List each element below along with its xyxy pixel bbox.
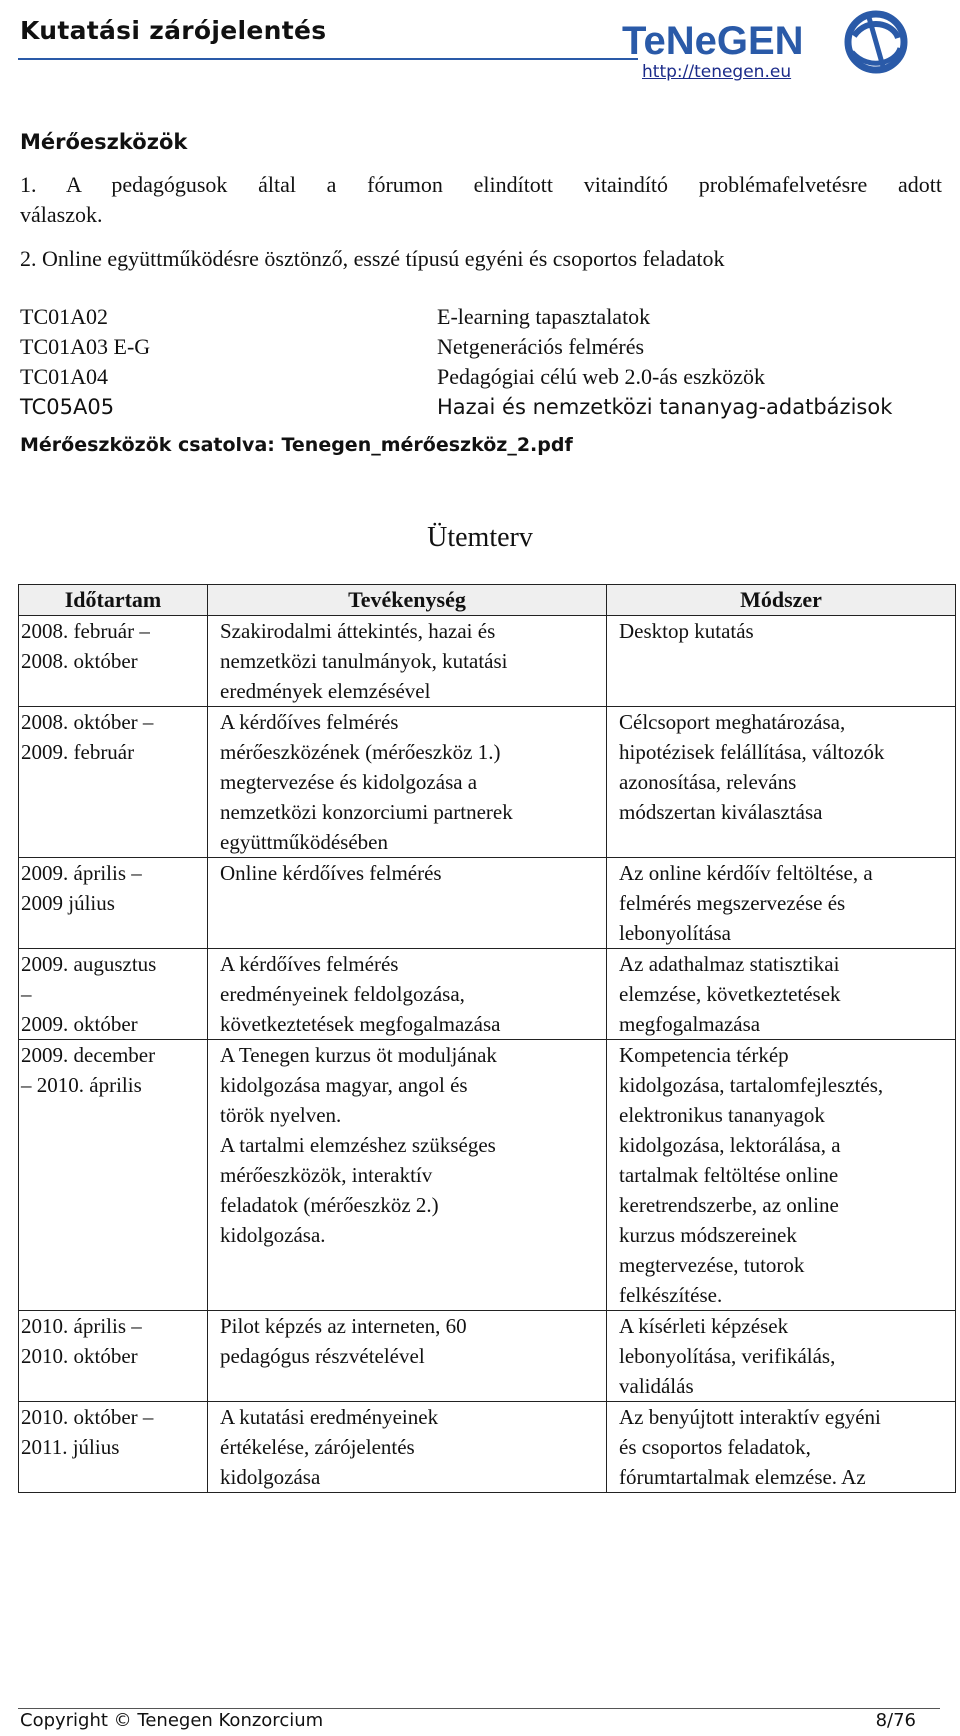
schedule-row — [19, 1402, 956, 1493]
cell-line: feladatok (mérőeszköz 2.) — [220, 1193, 439, 1217]
schedule-row — [19, 1040, 956, 1311]
globe-icon — [848, 14, 904, 70]
schedule-activity-cell — [208, 1402, 607, 1493]
cell-line: Az adathalmaz statisztikai — [619, 952, 840, 976]
cell-line: 2011. július — [21, 1435, 120, 1459]
measure-desc: Hazai és nemzetközi tananyag-adatbázisok — [437, 395, 893, 419]
schedule-row — [19, 949, 956, 1040]
measure-desc: Pedagógiai célú web 2.0-ás eszközök — [437, 364, 766, 389]
cell-line: 2010. április – — [21, 1314, 142, 1338]
cell-line: A kísérleti képzések — [619, 1314, 789, 1338]
schedule-body — [19, 616, 956, 1493]
schedule-activity-cell — [208, 707, 607, 858]
cell-line: 2009. december — [21, 1043, 156, 1067]
measure-item-1: 1. A pedagógusok által a fórumon elindított vitaindító problémafelvetésre adott — [20, 172, 942, 197]
schedule-activity-cell — [208, 1311, 607, 1402]
cell-line: megtervezése, tutorok — [619, 1253, 805, 1277]
cell-line: 2009. február — [21, 740, 135, 764]
cell-line: kidolgozása, lektorálása, a — [619, 1133, 841, 1157]
cell-line: 2008. október — [21, 649, 138, 673]
cell-line: kidolgozása — [220, 1465, 321, 1489]
cell-line: keretrendszerbe, az online — [619, 1193, 839, 1217]
cell-line: 2010. október — [21, 1344, 138, 1368]
measure-code: TC01A03 E-G — [20, 334, 151, 359]
cell-line: – — [21, 982, 32, 1006]
schedule-method-cell — [607, 1311, 956, 1402]
schedule-table — [18, 584, 956, 1493]
measure-code: TC05A05 — [20, 395, 115, 419]
cell-line: értékelése, zárójelentés — [220, 1435, 415, 1459]
cell-line: mérőeszközének (mérőeszköz 1.) — [220, 740, 501, 764]
cell-line: hipotézisek felállítása, változók — [619, 740, 885, 764]
schedule-period-cell — [19, 1311, 208, 1402]
document-header-title: Kutatási zárójelentés — [20, 16, 327, 45]
cell-line: kurzus módszereinek — [619, 1223, 797, 1247]
cell-line: A Tenegen kurzus öt moduljának — [220, 1043, 497, 1067]
footer-divider — [18, 1708, 940, 1709]
schedule-period-cell — [19, 616, 208, 707]
cell-line: 2010. október – — [21, 1405, 154, 1429]
schedule-method-cell — [607, 707, 956, 858]
cell-line: – 2010. április — [21, 1073, 142, 1097]
measure-code: TC01A04 — [20, 364, 108, 389]
schedule-period-cell — [19, 1040, 208, 1311]
cell-line: lebonyolítása, verifikálás, — [619, 1344, 836, 1368]
cell-line: Desktop kutatás — [619, 619, 754, 643]
attachment-note: Mérőeszközök csatolva: Tenegen_mérőeszköz_2.pdf — [20, 434, 573, 456]
schedule-activity-cell — [208, 616, 607, 707]
cell-line: 2009. április – — [21, 861, 142, 885]
cell-line: 2009. október — [21, 1012, 138, 1036]
schedule-row — [19, 858, 956, 949]
cell-line: török nyelven. — [220, 1103, 342, 1127]
cell-line: mérőeszközök, interaktív — [220, 1163, 433, 1187]
schedule-method-cell — [607, 858, 956, 949]
footer-copyright: Copyright © Tenegen Konzorcium — [20, 1710, 324, 1731]
cell-line: nemzetközi tanulmányok, kutatási — [220, 649, 508, 673]
cell-line: tartalmak feltöltése online — [619, 1163, 839, 1187]
cell-line: azonosítása, releváns — [619, 770, 797, 794]
schedule-row — [19, 707, 956, 858]
header-method: Módszer — [607, 585, 956, 616]
cell-line: kidolgozása, tartalomfejlesztés, — [619, 1073, 884, 1097]
cell-line: megtervezése és kidolgozása a — [220, 770, 478, 794]
cell-line: A tartalmi elemzéshez szükséges — [220, 1133, 496, 1157]
cell-line: fórumtartalmak elemzése. Az — [619, 1465, 866, 1489]
measure-desc: Netgenerációs felmérés — [437, 334, 645, 359]
footer-page-number: 8/76 — [875, 1710, 916, 1731]
schedule-period-cell — [19, 858, 208, 949]
cell-line: pedagógus részvételével — [220, 1344, 425, 1368]
cell-line: nemzetközi konzorciumi partnerek — [220, 800, 513, 824]
cell-line: 2008. október – — [21, 710, 154, 734]
cell-line: validálás — [619, 1374, 694, 1398]
measure-item-2: 2. Online együttműködésre ösztönző, esszé típusú egyéni és csoportos feladatok — [20, 246, 725, 271]
schedule-header-row — [19, 585, 956, 616]
schedule-row — [19, 616, 956, 707]
cell-line: felkészítése. — [619, 1283, 723, 1307]
logo-link[interactable]: http://tenegen.eu — [642, 62, 792, 82]
schedule-period-cell — [19, 707, 208, 858]
schedule-title: Ütemterv — [427, 522, 533, 553]
cell-line: Szakirodalmi áttekintés, hazai és — [220, 619, 496, 643]
cell-line: Kompetencia térkép — [619, 1043, 789, 1067]
cell-line: 2008. február – — [21, 619, 150, 643]
cell-line: 2009 július — [21, 891, 115, 915]
schedule-method-cell — [607, 1040, 956, 1311]
cell-line: Az online kérdőív feltöltése, a — [619, 861, 873, 885]
cell-line: módszertan kiválasztása — [619, 800, 823, 824]
cell-line: kidolgozása magyar, angol és — [220, 1073, 468, 1097]
schedule-method-cell — [607, 949, 956, 1040]
cell-line: Pilot képzés az interneten, 60 — [220, 1314, 467, 1338]
cell-line: A kérdőíves felmérés — [220, 710, 399, 734]
schedule-period-cell — [19, 949, 208, 1040]
schedule-row — [19, 1311, 956, 1402]
cell-line: A kutatási eredményeinek — [220, 1405, 439, 1429]
measure-desc-list — [437, 302, 892, 422]
header-divider — [18, 58, 638, 60]
section-title-measures: Mérőeszközök — [20, 130, 188, 154]
cell-line: A kérdőíves felmérés — [220, 952, 399, 976]
cell-line: elemzése, következtetések — [619, 982, 841, 1006]
cell-line: Az benyújtott interaktív egyéni — [619, 1405, 881, 1429]
measure-code-list — [20, 302, 150, 422]
cell-line: Célcsoport meghatározása, — [619, 710, 846, 734]
measure-code: TC01A02 — [20, 304, 108, 329]
cell-line: együttműködésében — [220, 830, 388, 854]
schedule-method-cell — [607, 616, 956, 707]
cell-line: 2009. augusztus — [21, 952, 157, 976]
header-activity: Tevékenység — [208, 585, 607, 616]
measure-desc: E-learning tapasztalatok — [437, 304, 651, 329]
schedule-activity-cell — [208, 858, 607, 949]
cell-line: eredmények elemzésével — [220, 679, 431, 703]
measure-item-1-cont: válaszok. — [20, 202, 103, 227]
cell-line: és csoportos feladatok, — [619, 1435, 811, 1459]
schedule-activity-cell — [208, 1040, 607, 1311]
schedule-activity-cell — [208, 949, 607, 1040]
schedule-period-cell — [19, 1402, 208, 1493]
cell-line: kidolgozása. — [220, 1223, 326, 1247]
cell-line: felmérés megszervezése és — [619, 891, 846, 915]
header-period: Időtartam — [19, 585, 208, 616]
cell-line: lebonyolítása — [619, 921, 731, 945]
cell-line: megfogalmazása — [619, 1012, 761, 1036]
cell-line: eredményeinek feldolgozása, — [220, 982, 465, 1006]
cell-line: következtetések megfogalmazása — [220, 1012, 501, 1036]
schedule-method-cell — [607, 1402, 956, 1493]
cell-line: elektronikus tananyagok — [619, 1103, 825, 1127]
cell-line: Online kérdőíves felmérés — [220, 861, 442, 885]
logo-wordmark: TeNeGEN — [622, 19, 804, 63]
